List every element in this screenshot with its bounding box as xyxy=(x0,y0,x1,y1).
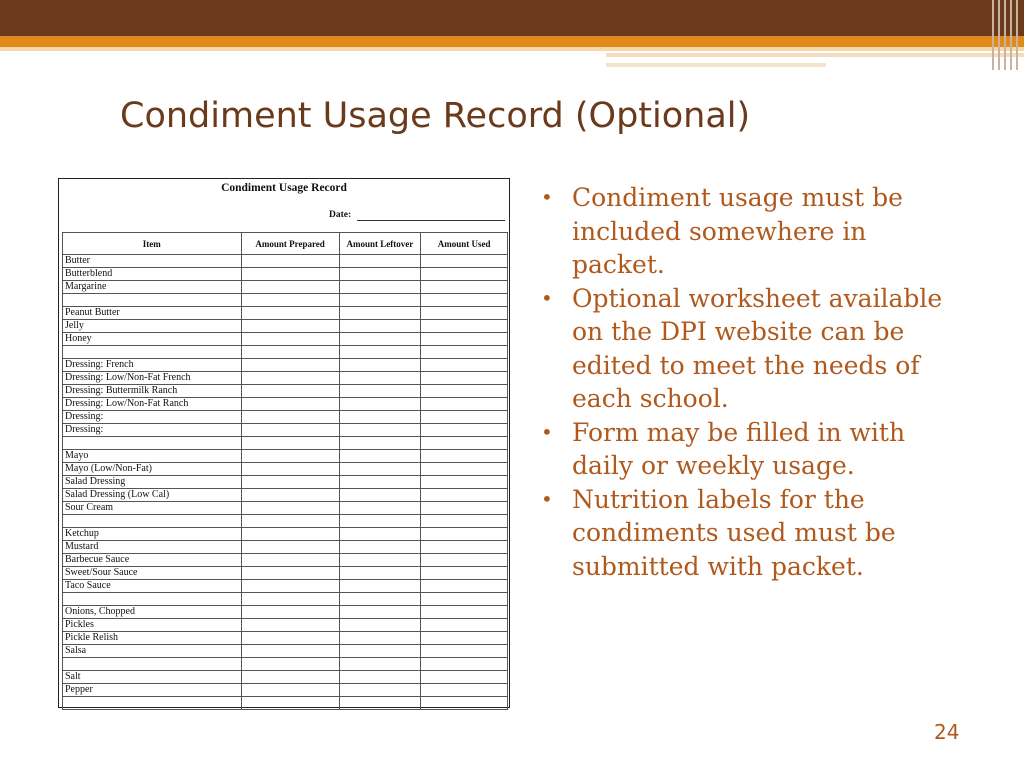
header-band-dark xyxy=(0,0,1024,36)
amount-leftover-cell xyxy=(339,268,421,281)
row-item-label: Dressing: xyxy=(63,411,242,424)
row-item-label: Salad Dressing xyxy=(63,476,242,489)
table-row xyxy=(63,489,508,502)
amount-used-cell xyxy=(421,294,508,307)
amount-used-cell xyxy=(421,489,508,502)
table-row xyxy=(63,424,508,437)
amount-leftover-cell xyxy=(339,424,421,437)
bullet-text: Form may be filled in with daily or weekly usage. xyxy=(572,417,906,480)
table-row xyxy=(63,359,508,372)
amount-used-cell xyxy=(421,619,508,632)
amount-used-cell xyxy=(421,307,508,320)
row-item-label: Mayo xyxy=(63,450,242,463)
row-item-label: Taco Sauce xyxy=(63,580,242,593)
amount-prepared-cell xyxy=(241,307,339,320)
table-row xyxy=(63,385,508,398)
amount-leftover-cell xyxy=(339,619,421,632)
table-row xyxy=(63,554,508,567)
amount-prepared-cell xyxy=(241,593,339,606)
amount-prepared-cell xyxy=(241,645,339,658)
table-row xyxy=(63,320,508,333)
header-amount-prepared: Amount Prepared xyxy=(241,233,339,255)
amount-prepared-cell xyxy=(241,372,339,385)
amount-used-cell xyxy=(421,671,508,684)
form-date-line xyxy=(357,220,505,221)
row-item-label xyxy=(63,294,242,307)
page-number: 24 xyxy=(934,720,960,744)
amount-prepared-cell xyxy=(241,450,339,463)
row-item-label: Salsa xyxy=(63,645,242,658)
amount-prepared-cell xyxy=(241,268,339,281)
row-item-label: Jelly xyxy=(63,320,242,333)
header-item: Item xyxy=(63,233,242,255)
amount-prepared-cell xyxy=(241,697,339,710)
bullet-list xyxy=(541,181,961,583)
amount-used-cell xyxy=(421,398,508,411)
amount-prepared-cell xyxy=(241,320,339,333)
row-item-label: Sour Cream xyxy=(63,502,242,515)
table-row xyxy=(63,372,508,385)
amount-used-cell xyxy=(421,606,508,619)
amount-prepared-cell xyxy=(241,567,339,580)
row-item-label xyxy=(63,658,242,671)
table-row xyxy=(63,671,508,684)
table-row xyxy=(63,476,508,489)
row-item-label: Ketchup xyxy=(63,528,242,541)
usage-table xyxy=(62,232,508,710)
amount-leftover-cell xyxy=(339,489,421,502)
row-item-label xyxy=(63,346,242,359)
amount-used-cell xyxy=(421,541,508,554)
amount-prepared-cell xyxy=(241,554,339,567)
amount-prepared-cell xyxy=(241,398,339,411)
header-amount-used: Amount Used xyxy=(421,233,508,255)
header-accent-line-short xyxy=(606,63,826,67)
table-header-row xyxy=(63,233,508,255)
table-row xyxy=(63,437,508,450)
table-row xyxy=(63,606,508,619)
amount-used-cell xyxy=(421,528,508,541)
amount-leftover-cell xyxy=(339,502,421,515)
amount-leftover-cell xyxy=(339,580,421,593)
amount-leftover-cell xyxy=(339,684,421,697)
amount-prepared-cell xyxy=(241,658,339,671)
row-item-label xyxy=(63,593,242,606)
amount-used-cell xyxy=(421,554,508,567)
table-row xyxy=(63,528,508,541)
amount-prepared-cell xyxy=(241,476,339,489)
table-row xyxy=(63,281,508,294)
amount-used-cell xyxy=(421,437,508,450)
table-row xyxy=(63,697,508,710)
amount-used-cell xyxy=(421,593,508,606)
amount-leftover-cell xyxy=(339,372,421,385)
amount-leftover-cell xyxy=(339,528,421,541)
bullet-item xyxy=(541,483,961,584)
amount-leftover-cell xyxy=(339,294,421,307)
amount-leftover-cell xyxy=(339,281,421,294)
amount-leftover-cell xyxy=(339,658,421,671)
amount-prepared-cell xyxy=(241,333,339,346)
table-row xyxy=(63,411,508,424)
row-item-label: Pickle Relish xyxy=(63,632,242,645)
table-body xyxy=(63,255,508,710)
amount-leftover-cell xyxy=(339,593,421,606)
amount-leftover-cell xyxy=(339,320,421,333)
amount-used-cell xyxy=(421,411,508,424)
table-row xyxy=(63,567,508,580)
table-row xyxy=(63,658,508,671)
table-row xyxy=(63,463,508,476)
amount-leftover-cell xyxy=(339,632,421,645)
bullet-dot-icon: • xyxy=(541,486,553,511)
amount-prepared-cell xyxy=(241,515,339,528)
bullet-dot-icon: • xyxy=(541,419,553,444)
row-item-label: Pickles xyxy=(63,619,242,632)
amount-prepared-cell xyxy=(241,684,339,697)
amount-used-cell xyxy=(421,463,508,476)
amount-prepared-cell xyxy=(241,502,339,515)
row-item-label: Peanut Butter xyxy=(63,307,242,320)
amount-leftover-cell xyxy=(339,307,421,320)
row-item-label: Dressing: xyxy=(63,424,242,437)
bullet-dot-icon: • xyxy=(541,285,553,310)
bullet-text: Nutrition labels for the condiments used must be submitted with packet. xyxy=(572,484,896,581)
amount-prepared-cell xyxy=(241,385,339,398)
amount-leftover-cell xyxy=(339,346,421,359)
amount-leftover-cell xyxy=(339,398,421,411)
header-amount-leftover: Amount Leftover xyxy=(339,233,421,255)
bullet-dot-icon: • xyxy=(541,185,553,209)
amount-leftover-cell xyxy=(339,645,421,658)
table-row xyxy=(63,346,508,359)
amount-leftover-cell xyxy=(339,255,421,268)
table-row xyxy=(63,502,508,515)
condiment-usage-form xyxy=(58,178,510,708)
amount-prepared-cell xyxy=(241,580,339,593)
amount-prepared-cell xyxy=(241,528,339,541)
amount-used-cell xyxy=(421,645,508,658)
amount-used-cell xyxy=(421,359,508,372)
amount-prepared-cell xyxy=(241,424,339,437)
table-row xyxy=(63,684,508,697)
amount-used-cell xyxy=(421,424,508,437)
row-item-label: Salad Dressing (Low Cal) xyxy=(63,489,242,502)
table-row xyxy=(63,632,508,645)
amount-prepared-cell xyxy=(241,463,339,476)
amount-leftover-cell xyxy=(339,333,421,346)
amount-leftover-cell xyxy=(339,567,421,580)
amount-used-cell xyxy=(421,320,508,333)
row-item-label: Sweet/Sour Sauce xyxy=(63,567,242,580)
row-item-label: Onions, Chopped xyxy=(63,606,242,619)
header-stripes-decoration xyxy=(988,0,1024,70)
row-item-label: Dressing: Low/Non-Fat French xyxy=(63,372,242,385)
table-row xyxy=(63,450,508,463)
amount-used-cell xyxy=(421,450,508,463)
amount-leftover-cell xyxy=(339,606,421,619)
table-row xyxy=(63,255,508,268)
header-band-light xyxy=(0,47,1024,51)
amount-prepared-cell xyxy=(241,671,339,684)
amount-leftover-cell xyxy=(339,385,421,398)
row-item-label: Butterblend xyxy=(63,268,242,281)
amount-used-cell xyxy=(421,346,508,359)
row-item-label: Mustard xyxy=(63,541,242,554)
amount-leftover-cell xyxy=(339,671,421,684)
table-row xyxy=(63,515,508,528)
form-date-label: Date: xyxy=(329,210,352,220)
row-item-label: Dressing: Buttermilk Ranch xyxy=(63,385,242,398)
table-row xyxy=(63,307,508,320)
amount-used-cell xyxy=(421,476,508,489)
form-title: Condiment Usage Record xyxy=(221,182,347,194)
table-row xyxy=(63,619,508,632)
amount-leftover-cell xyxy=(339,437,421,450)
bullet-text: Condiment usage must be included somewhere in packet. xyxy=(572,183,903,279)
amount-leftover-cell xyxy=(339,463,421,476)
bullet-text: Optional worksheet available on the DPI website can be edited to meet the needs of each school. xyxy=(572,283,943,413)
bullet-item xyxy=(541,181,961,282)
amount-used-cell xyxy=(421,632,508,645)
row-item-label: Pepper xyxy=(63,684,242,697)
amount-prepared-cell xyxy=(241,489,339,502)
row-item-label: Dressing: Low/Non-Fat Ranch xyxy=(63,398,242,411)
row-item-label: Margarine xyxy=(63,281,242,294)
amount-prepared-cell xyxy=(241,359,339,372)
row-item-label: Mayo (Low/Non-Fat) xyxy=(63,463,242,476)
row-item-label xyxy=(63,515,242,528)
row-item-label xyxy=(63,437,242,450)
amount-prepared-cell xyxy=(241,346,339,359)
amount-leftover-cell xyxy=(339,450,421,463)
amount-used-cell xyxy=(421,502,508,515)
table-row xyxy=(63,580,508,593)
row-item-label: Honey xyxy=(63,333,242,346)
bullet-item xyxy=(541,416,961,483)
amount-prepared-cell xyxy=(241,619,339,632)
table-row xyxy=(63,333,508,346)
amount-used-cell xyxy=(421,268,508,281)
amount-prepared-cell xyxy=(241,606,339,619)
table-row xyxy=(63,294,508,307)
amount-prepared-cell xyxy=(241,541,339,554)
header-band-orange xyxy=(0,36,1024,47)
amount-leftover-cell xyxy=(339,359,421,372)
table-row xyxy=(63,541,508,554)
amount-used-cell xyxy=(421,684,508,697)
amount-prepared-cell xyxy=(241,281,339,294)
amount-prepared-cell xyxy=(241,255,339,268)
amount-used-cell xyxy=(421,658,508,671)
amount-leftover-cell xyxy=(339,541,421,554)
amount-used-cell xyxy=(421,255,508,268)
amount-used-cell xyxy=(421,333,508,346)
amount-prepared-cell xyxy=(241,632,339,645)
table-row xyxy=(63,398,508,411)
row-item-label: Barbecue Sauce xyxy=(63,554,242,567)
amount-used-cell xyxy=(421,567,508,580)
row-item-label xyxy=(63,697,242,710)
amount-used-cell xyxy=(421,281,508,294)
amount-leftover-cell xyxy=(339,554,421,567)
amount-prepared-cell xyxy=(241,411,339,424)
row-item-label: Salt xyxy=(63,671,242,684)
amount-used-cell xyxy=(421,372,508,385)
amount-leftover-cell xyxy=(339,697,421,710)
slide-title: Condiment Usage Record (Optional) xyxy=(120,96,751,136)
amount-prepared-cell xyxy=(241,294,339,307)
amount-leftover-cell xyxy=(339,515,421,528)
amount-prepared-cell xyxy=(241,437,339,450)
amount-used-cell xyxy=(421,385,508,398)
table-row xyxy=(63,593,508,606)
amount-leftover-cell xyxy=(339,411,421,424)
amount-leftover-cell xyxy=(339,476,421,489)
amount-used-cell xyxy=(421,697,508,710)
amount-used-cell xyxy=(421,515,508,528)
header-accent-line xyxy=(606,53,1024,57)
row-item-label: Dressing: French xyxy=(63,359,242,372)
row-item-label: Butter xyxy=(63,255,242,268)
bullet-item xyxy=(541,282,961,416)
table-row xyxy=(63,268,508,281)
amount-used-cell xyxy=(421,580,508,593)
table-row xyxy=(63,645,508,658)
